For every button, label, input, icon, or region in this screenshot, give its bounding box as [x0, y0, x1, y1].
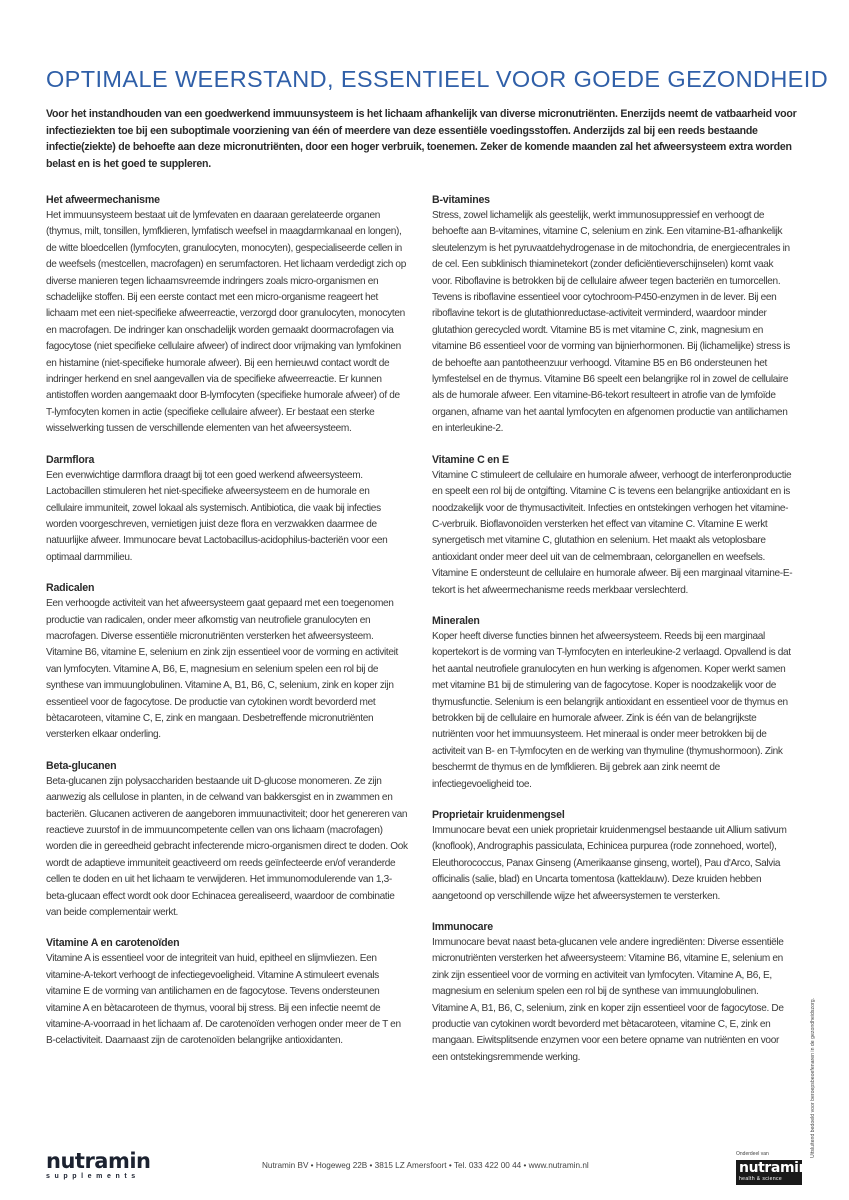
parent-brand-wordmark: nutramin [739, 1160, 809, 1176]
left-column [46, 192, 408, 1064]
intro-paragraph: Voor het instandhouden van een goedwerkend immuunsysteem is het lichaam afhankelijk van diverse micronutriënten. Enerzijds neemt de vatbaarheid voor infectieziekten toe bij een suboptimale voorziening van één of meerdere van deze essentiële voedingsstoffen. Anderzijds zal bij een reeds bestaande infectie(ziekte) de behoefte aan deze micronutriënten, door een hoger verbruik, toenemen. Zeker de komende maanden zal het afweersysteem extra worden belast en is het goed te suppleren. [46, 108, 797, 170]
section-body: Beta-glucanen zijn polysacchariden bestaande uit D-glucose monomeren. Ze zijn aanwezig als cellulose in planten, in de celwand van bakkersgist en in zwammen en bacteriën. Glucanen activeren de aangeboren immuunactiviteit; door het genereren van reactieve zuurstof in de immuuncompetente cellen van ons lichaam (macrofagen) worden die in gereedheid gebracht infecterende micro-organismen direct te doden. Ook wordt de adaptieve immuniteit geactiveerd om reeds geïnfecteerde en/of veranderde cellen te doden en uit het lichaam te verwijderen. Het immunomodulerende van 1,3-beta-glucaan effect wordt ook door Echinacea gerealiseerd, waardoor de combinatie van beide complementair werkt. [46, 775, 408, 919]
section-heading: Proprietair kruidenmengsel [432, 809, 565, 821]
side-disclaimer: Uitsluitend bedoeld voor beroepsbeoefenaren in de gezondheidszorg. [810, 997, 816, 1158]
section-heading: Vitamine A en carotenoïden [46, 937, 180, 950]
section-kruidenmengsel [432, 807, 794, 905]
section-heading: Mineralen [432, 614, 480, 627]
section-body: Stress, zowel lichamelijk als geestelijk, werkt immunosuppressief en verhoogt de behoefte aan B-vitamines, vitamine C, selenium en zink. Een vitamine-B1-afhankelijk sleutelenzym is het pyruvaatdehydrogenase in de mitochondria, de energiecentrales in de cel. Een subklinisch thiaminetekort (zonder deficiëntieverschijnselen) komt vaak voor. Riboflavine is betrokken bij de cellulaire afweer tegen bacteriën en tumorcellen. Tevens is riboflavine essentieel voor cytochroom-P450-enzymen in de lever. Bij een riboflavine tekort is de glutathionreductase-activiteit verminderd, waardoor minder glutathion gerecycled wordt. Vitamine B5 is met vitamine C, zink, magnesium en vitamine B6 essentieel voor de vorming van bijnierhormonen. Bij (lichamelijke) stress is de behoefte aan pantotheenzuur verhoogd. Vitamine B5 en B6 ondersteunen het lymfestelsel en de thymus. Vitamine B6 speelt een belangrijke rol in zowel de cellulaire als de humorale afweer. Een vitamine-B6-tekort resulteert in atrofie van de lymfoïde organen, afname van het aantal lymfocyten en afgenomen productie van antilichamen en interleukine-2. [432, 210, 790, 435]
section-body: Immunocare bevat naast beta-glucanen vele andere ingrediënten: Diverse essentiële micronutriënten versterken het afweersysteem: Vitamine B6, vitamine E, selenium en zink zijn essentieel voor de vorming en activiteit van lymfocyten. Vitamine A, B6, E, magnesium en selenium spelen een rol bij de synthese van immuunglobulinen. Vitamine A, B1, B6, C, selenium, zink en koper zijn essentieel voor de fagocytose. De productie van cytokinen wordt bevorderd met bètacaroteen, vitamine C, E, zink en mangaan. Eiwitsplitsende enzymen voor een betere opname van nutriënten en voor een ontstekingsremmende werking. [432, 937, 784, 1063]
section-vitamine-c-e [432, 452, 794, 599]
section-heading: Het afweermechanisme [46, 194, 160, 206]
parent-brand-tagline: health & science [739, 1176, 783, 1182]
section-body: Een verhoogde activiteit van het afweersysteem gaat gepaard met een toegenomen productie van radicalen, onder meer afkomstig van neutrofiele granulocyten en macrofagen. Diverse essentiële micronutriënten versterken het afweersysteem. Vitamine B6, vitamine E, selenium en zink zijn essentieel voor de vorming en activiteit van lymfocyten. Vitamine A, B6, E, magnesium en selenium spelen een rol bij de synthese van immuunglobulinen. Vitamine A, B1, B6, C, selenium, zink en koper zijn essentieel voor de fagocytose. De productie van cytokinen wordt bevorderd met bètacaroteen, vitamine C, E, zink en mangaan. Desbetreffende micronutriënten versterken elkaar onderling. [46, 598, 398, 741]
section-body: Koper heeft diverse functies binnen het afweersysteem. Reeds bij een marginaal kopertekort is de vorming van T-lymfocyten en interleukine-2 verlaagd. Opvallend is dat het aantal neutrofiele granulocyten en hun werking is afgenomen. Koper werkt samen met vitamine B1 bij de stimulering van de fagocytose. Koper is noodzakelijk voor de thymusfunctie. Selenium is een belangrijk antioxidant en essentieel voor de thymus en betrokken bij de cellulaire en humorale afweer. Zink is één van de belangrijkste nutriënten voor het immuunsysteem. Het mineraal is onder meer betrokken bij de activiteit van B- en T-lymfocyten en de werking van thymuline (thymushormoon). Zink beschermt de thymus en de lymfklieren. Bij gebrek aan zink neemt de infectiegevoeligheid toe. [432, 630, 791, 790]
section-heading: Darmflora [46, 453, 95, 466]
section-heading: Radicalen [46, 582, 95, 595]
section-body: Een evenwichtige darmflora draagt bij tot een goed werkend afweersysteem. Lactobacillen stimuleren het niet-specifieke afweersysteem en de humorale en cellulaire immuniteit, zowel lokaal als systemisch. Antibiotica, die vaak bij infecties worden voorgeschreven, vernietigen juist deze flora en verzwakken daarmee de natuurlijke afweer. Immunocare bevat Lactobacillus-acidophilus-bacteriën voor een optimaal darmmilieu. [46, 469, 388, 563]
section-heading: Beta-glucanen [46, 759, 117, 772]
section-mineralen [432, 613, 794, 793]
section-body: Vitamine C stimuleert de cellulaire en humorale afweer, verhoogt de interferonproductie en speelt een rol bij de ontgifting. Vitamine C is tevens een belangrijke antioxidant en is noodzakelijk voor de thymusactiviteit. Infecties en ontstekingen verhogen het vitamine-C-verbruik. Bioflavonoïden versterken het effect van vitamine C. Vitamine E werkt synergetisch met vitamine C, glutathion en selenium. Het maakt als vetoplosbare antioxidant onder meer deel uit van de celmembraan, celorganellen en weefsels. Vitamine E ondersteunt de cellulaire en humorale afweer. Bij een marginaal vitamine-E-tekort is het afweermechanisme reeds merkbaar verslechterd. [432, 469, 793, 596]
section-heading: Immunocare [432, 921, 493, 934]
parent-brand-logo [736, 1150, 809, 1185]
section-radicalen [46, 580, 408, 744]
section-beta-glucanen [46, 758, 408, 922]
section-heading: Vitamine C en E [432, 453, 509, 466]
section-b-vitamines [432, 192, 794, 438]
right-column [432, 192, 794, 1080]
section-darmflora [46, 452, 408, 566]
section-body: Immunocare bevat een uniek proprietair kruidenmengsel bestaande uit Allium sativum (knoflook), Andrographis passiculata, Echinicea purpurea (rode zonnehoed, wortel), Eleuthorococcus, Panax Ginseng (Amerikaanse ginseng, wortel), Pau d'Arco, Salvia officinalis (salie, blad) en Uncarta tomentosa (katteklauw). Deze kruiden hebben aangetoond op verschillende wijze het afweersystemen te versterken. [432, 825, 787, 902]
nutramin-logo [46, 1150, 156, 1186]
parent-brand-label: Onderdeel van [736, 1151, 769, 1157]
section-vitamine-a [46, 935, 408, 1049]
logo-wordmark: nutramin [46, 1149, 151, 1173]
logo-tagline: supplements [46, 1173, 140, 1180]
section-body: Het immuunsysteem bestaat uit de lymfevaten en daaraan gerelateerde organen (thymus, milt, tonsillen, lymfklieren, lymfatisch weefsel in maagdarmkanaal en longen), de witte bloedcellen (lymfocyten, granulocyten, monocyten), gespecialiseerde cellen in de weefsels (mestcellen, macrofagen) en serumfactoren. Het lichaam verdedigt zich op diverse manieren tegen lichaamsvreemde indringers zoals micro-organismen en schadelijke stoffen. Bij een eerste contact met een micro-organisme reageert het lichaam met een niet-specifieke afweerreactie, verzorgd door granulocyten, monocyten en macrofagen. De indringer kan onschadelijk worden gemaakt doormacrofagen via fagocytose (niet specifieke cellulaire afweer) of indirect door vrijmaking van lymfokinen en histamine (niet-specifieke humorale afweer). Bij een hernieuwd contact wordt de indringer herkend en snel aangevallen via de specifieke afweerreactie. Er kunnen antistoffen worden aangemaakt door B-lymfocyten (specifieke humorale afweer) of de T-lymfocyten komen in actie (specifieke cellulaire afweer). Er bestaat een sterke wisselwerking tussen de verschillende elementen van het afweersysteem. [46, 210, 406, 435]
section-afweermechanisme [46, 192, 408, 438]
section-body: Vitamine A is essentieel voor de integriteit van huid, epitheel en slijmvliezen. Een vitamine-A-tekort verhoogt de infectiegevoeligheid. Vitamine A stimuleert evenals vitamine E de vorming van antilichamen en de fagocytose. Tevens ondersteunen vitamine A en bètacaroteen de thymus, vooral bij stress. Bij een infectie neemt de vitamine-A-voorraad in het lichaam af. De carotenoïden verhogen onder meer de T en B-celactiviteit. Daarnaast zijn de carotenoïden belangrijke antioxidanten. [46, 953, 401, 1047]
section-heading: B-vitamines [432, 194, 490, 206]
section-immunocare [432, 919, 794, 1066]
page-title: OPTIMALE WEERSTAND, ESSENTIEEL VOOR GOEDE GEZONDHEID [46, 66, 829, 92]
parent-brand-badge [736, 1160, 809, 1185]
footer-address: Nutramin BV • Hogeweg 22B • 3815 LZ Amersfoort • Tel. 033 422 00 44 • www.nutramin.nl [262, 1161, 589, 1170]
